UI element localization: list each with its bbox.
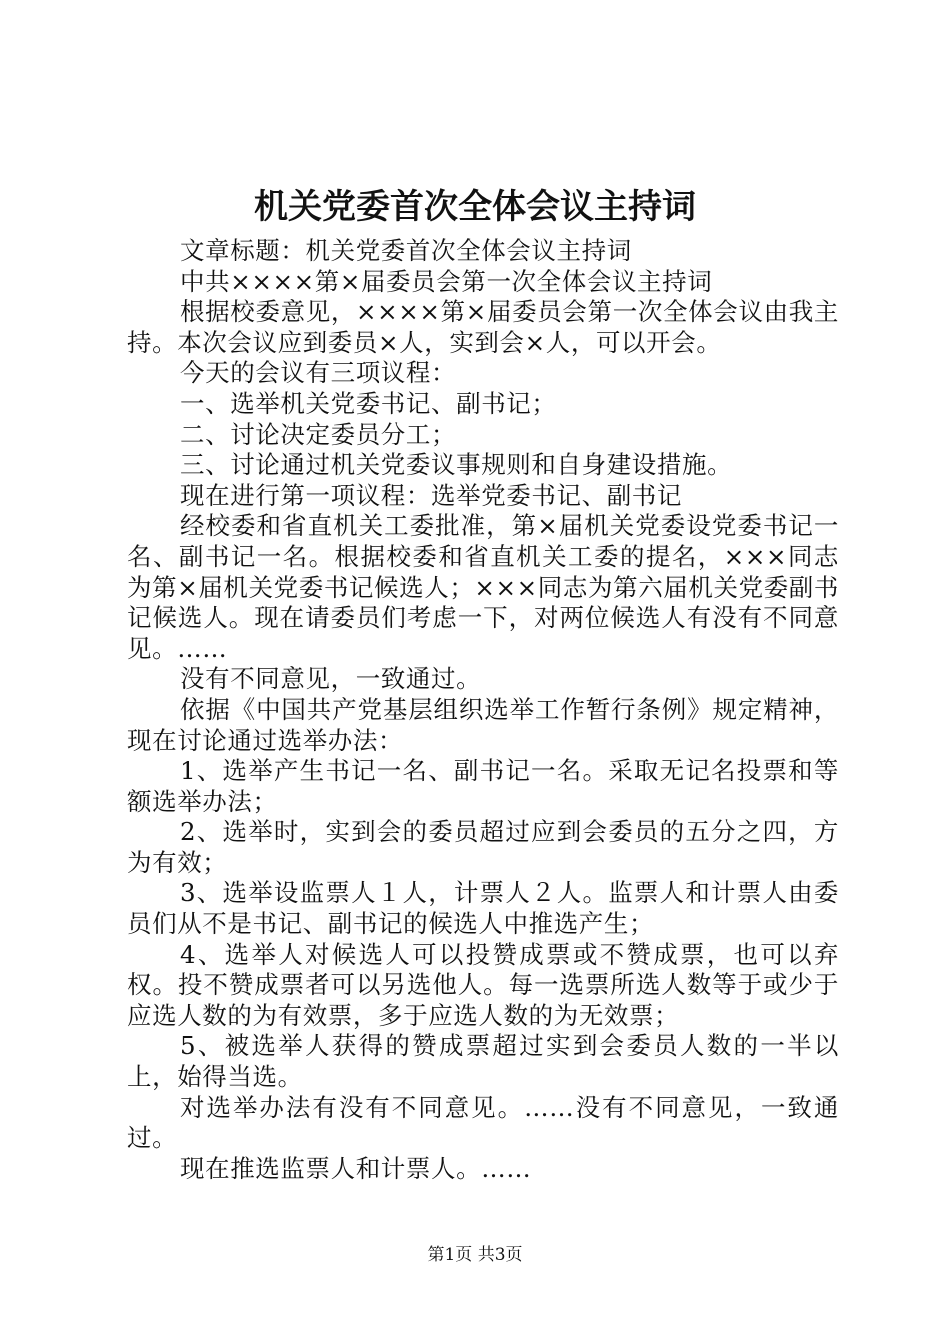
paragraph-article-title: 文章标题：机关党委首次全体会议主持词 <box>180 236 632 265</box>
paragraph-agenda-item-2: 二、讨论决定委员分工； <box>180 419 457 449</box>
page-title: 机关党委首次全体会议主持词 <box>254 187 696 227</box>
paragraph-nominate-scrutineers: 现在推选监票人和计票人。…… <box>180 1153 532 1183</box>
page-number-footer: 第1页 共3页 <box>427 1245 523 1265</box>
paragraph-rule-2: 2、选举时，实到会的委员超过应到会委员的五分之四，方为有效； <box>127 817 839 877</box>
paragraph-candidates: 经校委和省直机关工委批准，第×届机关党委设党委书记一名、副书记一名。根据校委和省直机关工委的提名，×××同志为第×届机关党委书记候选人；×××同志为第六届机关党委副书记候选人。现在请委员们考虑一下，对两位候选人有没有不同意见。…… <box>127 511 840 663</box>
paragraph-rule-3: 3、选举设监票人１人，计票人２人。监票人和计票人由委员们从不是书记、副书记的候选人中推选产生； <box>127 878 839 939</box>
paragraph-approved: 没有不同意见，一致通过。 <box>180 664 482 694</box>
paragraph-rules-approved: 对选举办法有没有不同意见。……没有不同意见，一致通过。 <box>127 1092 839 1153</box>
paragraph-agenda-item-3: 三、讨论通过机关党委议事规则和自身建设措施。 <box>180 450 733 480</box>
paragraph-agenda-item-1: 一、选举机关党委书记、副书记； <box>180 388 557 418</box>
paragraph-rule-5: 5、被选举人获得的赞成票超过实到会委员人数的一半以上，始得当选。 <box>127 1031 839 1092</box>
document-body <box>127 236 839 1184</box>
paragraph-subtitle: 中共××××第×届委员会第一次全体会议主持词 <box>180 266 713 296</box>
paragraph-opening: 根据校委意见，××××第×届委员会第一次全体会议由我主持。本次会议应到委员×人，实到会×人，可以开会。 <box>127 297 839 357</box>
paragraph-election-rules-intro: 依据《中国共产党基层组织选举工作暂行条例》规定精神，现在讨论通过选举办法： <box>127 694 839 755</box>
paragraph-rule-1: 1、选举产生书记一名、副书记一名。采取无记名投票和等额选举办法； <box>127 756 839 816</box>
paragraph-first-agenda: 现在进行第一项议程：选举党委书记、副书记 <box>180 480 682 510</box>
paragraph-agenda-intro: 今天的会议有三项议程： <box>180 358 457 388</box>
paragraph-rule-4: 4、选举人对候选人可以投赞成票或不赞成票，也可以弃权。投不赞成票者可以另选他人。每一选票所选人数等于或少于应选人数的为有效票，多于应选人数的为无效票； <box>127 939 839 1030</box>
